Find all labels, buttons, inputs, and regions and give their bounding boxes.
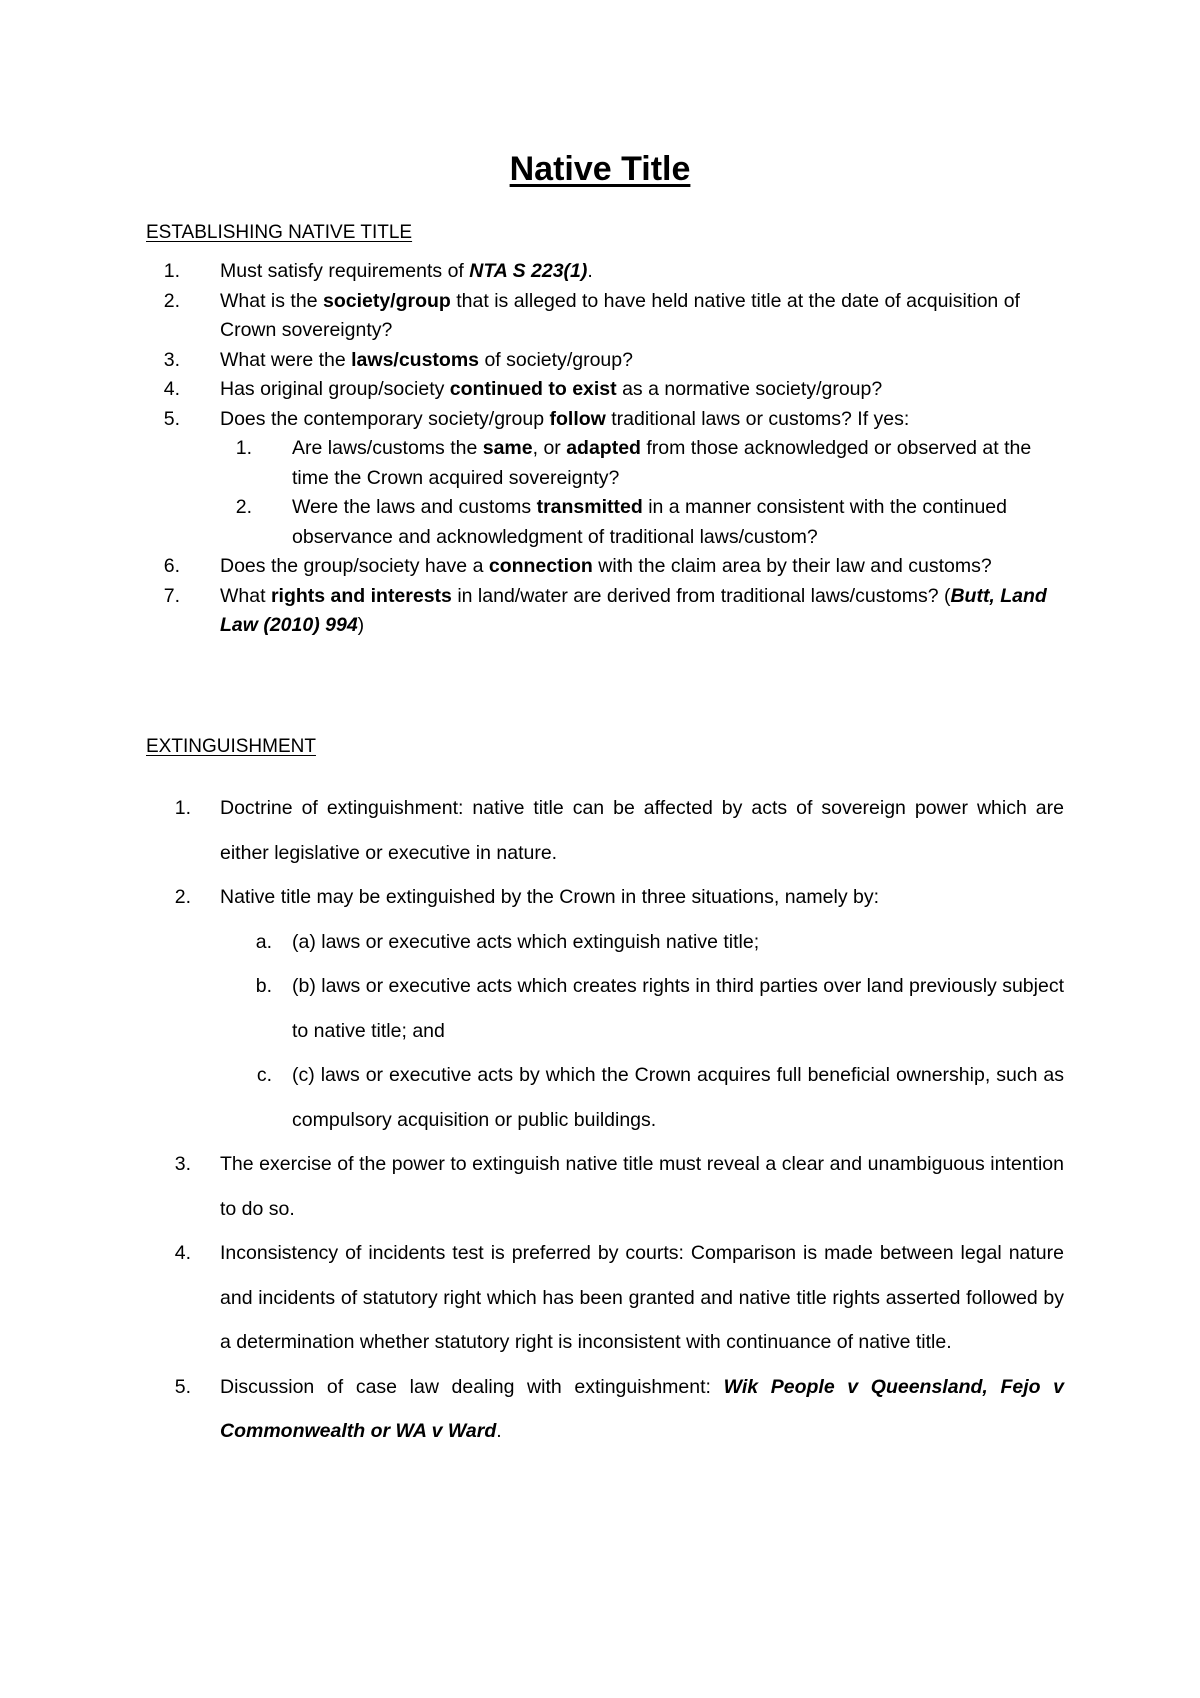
text-run: Inconsistency of incidents test is preferred by courts: Comparison is made between legal nature and incidents of statutory right which has been granted and native title rights asserted followed by a determination whether statutory right is inconsistent with continuance of native title. xyxy=(220,1242,1064,1353)
list-item xyxy=(146,582,1066,641)
text-run: Are laws/customs the xyxy=(292,437,483,459)
establishing-heading: ESTABLISHING NATIVE TITLE xyxy=(146,222,413,243)
sub-list-item xyxy=(146,434,1066,493)
list-item xyxy=(146,1142,1064,1231)
sub-list-item-text xyxy=(292,434,1066,493)
page-title: Native Title xyxy=(509,150,691,188)
list-item-text xyxy=(220,786,1064,875)
bold-text: rights and interests xyxy=(270,584,452,607)
list-item-text xyxy=(220,375,1066,405)
emphasis-text: Wik People v Queensland, Fejo v Commonwealth or WA v Ward xyxy=(220,1375,1065,1442)
text-run: (b) laws or executive acts which creates rights in third parties over land previously subject to native title; and xyxy=(292,975,1064,1042)
list-number: 3. xyxy=(163,348,180,371)
list-item-text xyxy=(220,875,1064,920)
list-item-text xyxy=(220,1231,1064,1365)
text-run: . xyxy=(587,260,593,282)
text-run: , or xyxy=(532,437,567,459)
list-item-text xyxy=(220,405,1066,435)
sub-list-item-text xyxy=(292,964,1064,1053)
sub-list-item-text xyxy=(292,493,1066,552)
bold-text: continued to exist xyxy=(449,378,617,400)
text-run: (a) laws or executive acts which extinguish native title; xyxy=(292,930,760,953)
sub-list-number: 2. xyxy=(235,496,252,518)
emphasis-text: NTA S 223(1) xyxy=(469,260,588,282)
sub-list-item-text xyxy=(292,1053,1064,1142)
text-run: of society/group? xyxy=(479,348,633,371)
bold-text: follow xyxy=(549,407,606,430)
bold-text: adapted xyxy=(566,437,641,459)
list-number: 1. xyxy=(163,260,180,282)
text-run: Native title may be extinguished by the Crown in three situations, namely by: xyxy=(220,886,880,908)
text-run: Has original group/society xyxy=(220,378,450,400)
text-run: What were the xyxy=(220,348,352,371)
list-item xyxy=(146,405,1066,435)
sub-list-number: a. xyxy=(255,930,272,953)
text-run: from those acknowledged or observed at the time the Crown acquired sovereignty? xyxy=(292,437,1032,489)
text-run: with the claim area by their law and customs? xyxy=(592,555,992,577)
text-run: Does the group/society have a xyxy=(220,555,489,577)
text-run: Were the laws and customs xyxy=(292,496,537,518)
list-number: 3. xyxy=(174,1153,191,1175)
list-number: 2. xyxy=(163,289,180,312)
list-item xyxy=(146,875,1064,920)
list-number: 5. xyxy=(174,1375,191,1398)
list-number: 4. xyxy=(163,378,180,400)
list-item-text xyxy=(220,287,1066,346)
bold-text: society/group xyxy=(322,289,451,312)
list-number: 1. xyxy=(174,797,191,819)
bold-text: transmitted xyxy=(536,496,643,518)
list-item xyxy=(146,257,1066,287)
text-run: Doctrine of extinguishment: native title can be affected by acts of sovereign power which are either legislative or executive in nature. xyxy=(220,797,1064,864)
text-run: The exercise of the power to extinguish native title must reveal a clear and unambiguous intention to do so. xyxy=(220,1153,1064,1220)
bold-text: laws/customs xyxy=(351,348,480,371)
list-item xyxy=(146,1231,1064,1365)
sub-list-item xyxy=(146,493,1066,552)
text-run: in a manner consistent with the continued observance and acknowledgment of traditional laws/custom? xyxy=(292,496,1007,548)
text-run: Does the contemporary society/group xyxy=(220,407,550,430)
list-number: 2. xyxy=(174,886,191,908)
list-item xyxy=(146,346,1066,376)
sub-list-item xyxy=(146,1053,1064,1142)
list-number: 7. xyxy=(163,584,180,607)
text-run: Discussion of case law dealing with extinguishment: xyxy=(220,1375,724,1398)
text-run: in land/water are derived from traditional laws/customs? ( xyxy=(451,584,951,607)
text-run: (c) laws or executive acts by which the Crown acquires full beneficial ownership, such as compulsory acquisition or public buildings. xyxy=(292,1064,1064,1131)
sub-list-number: 1. xyxy=(235,437,252,459)
text-run: that is alleged to have held native title at the date of acquisition of Crown sovereignty? xyxy=(220,289,1020,341)
list-item-text xyxy=(220,582,1066,641)
list-item-text xyxy=(220,552,1066,582)
list-item xyxy=(146,1365,1064,1454)
list-item xyxy=(146,786,1064,875)
list-item-text xyxy=(220,257,1066,287)
list-number: 4. xyxy=(174,1242,191,1264)
text-run: traditional laws or customs? If yes: xyxy=(605,407,910,430)
text-run: as a normative society/group? xyxy=(616,378,883,400)
list-number: 5. xyxy=(163,407,180,430)
sub-list-number: b. xyxy=(255,975,272,997)
list-item xyxy=(146,375,1066,405)
sub-list-item xyxy=(146,964,1064,1053)
bold-text: connection xyxy=(488,555,593,577)
bold-text: same xyxy=(482,437,533,459)
list-item-text xyxy=(220,1142,1064,1231)
text-run: ) xyxy=(357,614,365,636)
emphasis-text: Butt, Land Law (2010) 994 xyxy=(220,584,1047,636)
establishing-list xyxy=(146,257,1066,641)
extinguishment-list xyxy=(146,786,1064,1454)
sub-list-item xyxy=(146,920,1064,965)
list-item-text xyxy=(220,346,1066,376)
extinguishment-heading: EXTINGUISHMENT xyxy=(146,736,316,757)
text-run: What xyxy=(220,584,271,607)
list-number: 6. xyxy=(163,555,180,577)
list-item xyxy=(146,287,1066,346)
sub-list-number: c. xyxy=(256,1064,272,1086)
list-item xyxy=(146,552,1066,582)
list-item-text xyxy=(220,1365,1064,1454)
text-run: What is the xyxy=(220,289,323,312)
sub-list-item-text xyxy=(292,920,1064,965)
text-run: Must satisfy requirements of xyxy=(220,260,470,282)
text-run: . xyxy=(496,1420,502,1442)
